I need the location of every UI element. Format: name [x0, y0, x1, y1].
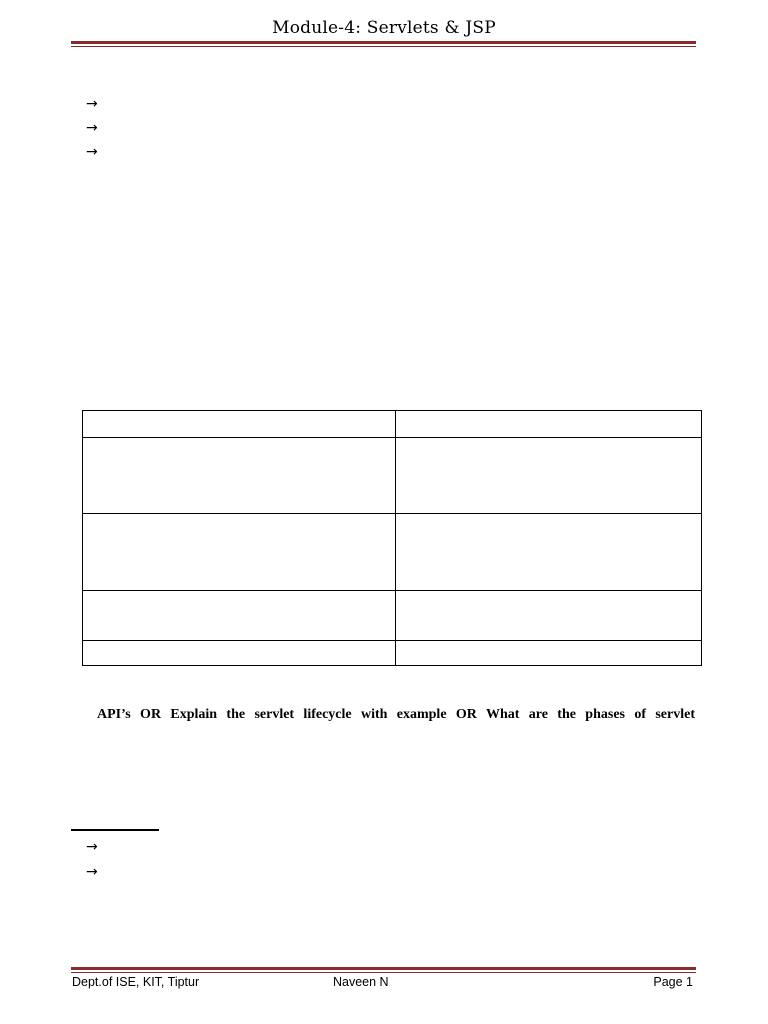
footer-page-number: Page 1	[653, 975, 693, 989]
table-cell	[83, 514, 396, 591]
table-row	[83, 411, 702, 438]
comparison-table	[82, 410, 702, 666]
arrow-bullet-icon: →	[86, 839, 98, 855]
table-cell	[83, 591, 396, 641]
table-cell	[83, 438, 396, 514]
table-cell	[83, 411, 396, 438]
table-cell	[396, 438, 702, 514]
table-cell	[396, 411, 702, 438]
footer-rule-thin	[71, 972, 696, 973]
arrow-bullet-icon: →	[86, 144, 98, 160]
arrow-bullet-icon: →	[86, 120, 98, 136]
footer-department: Dept.of ISE, KIT, Tiptur	[72, 975, 200, 989]
arrow-bullet-icon: →	[86, 96, 98, 112]
header-rule	[71, 41, 696, 44]
table-row	[83, 641, 702, 666]
table-row	[83, 591, 702, 641]
header-rule-thin	[71, 46, 696, 47]
table-cell	[396, 641, 702, 666]
table-cell	[83, 641, 396, 666]
footer-author: Naveen N	[333, 975, 389, 989]
heading-underline	[71, 829, 159, 831]
footer-rule	[71, 967, 696, 970]
table-cell	[396, 514, 702, 591]
page-title: Module-4: Servlets & JSP	[272, 18, 496, 38]
question-text: API’s OR Explain the servlet lifecycle with example OR What are the phases of servlet	[97, 707, 695, 722]
table-cell	[396, 591, 702, 641]
table-row	[83, 438, 702, 514]
table-row	[83, 514, 702, 591]
arrow-bullet-icon: →	[86, 864, 98, 880]
